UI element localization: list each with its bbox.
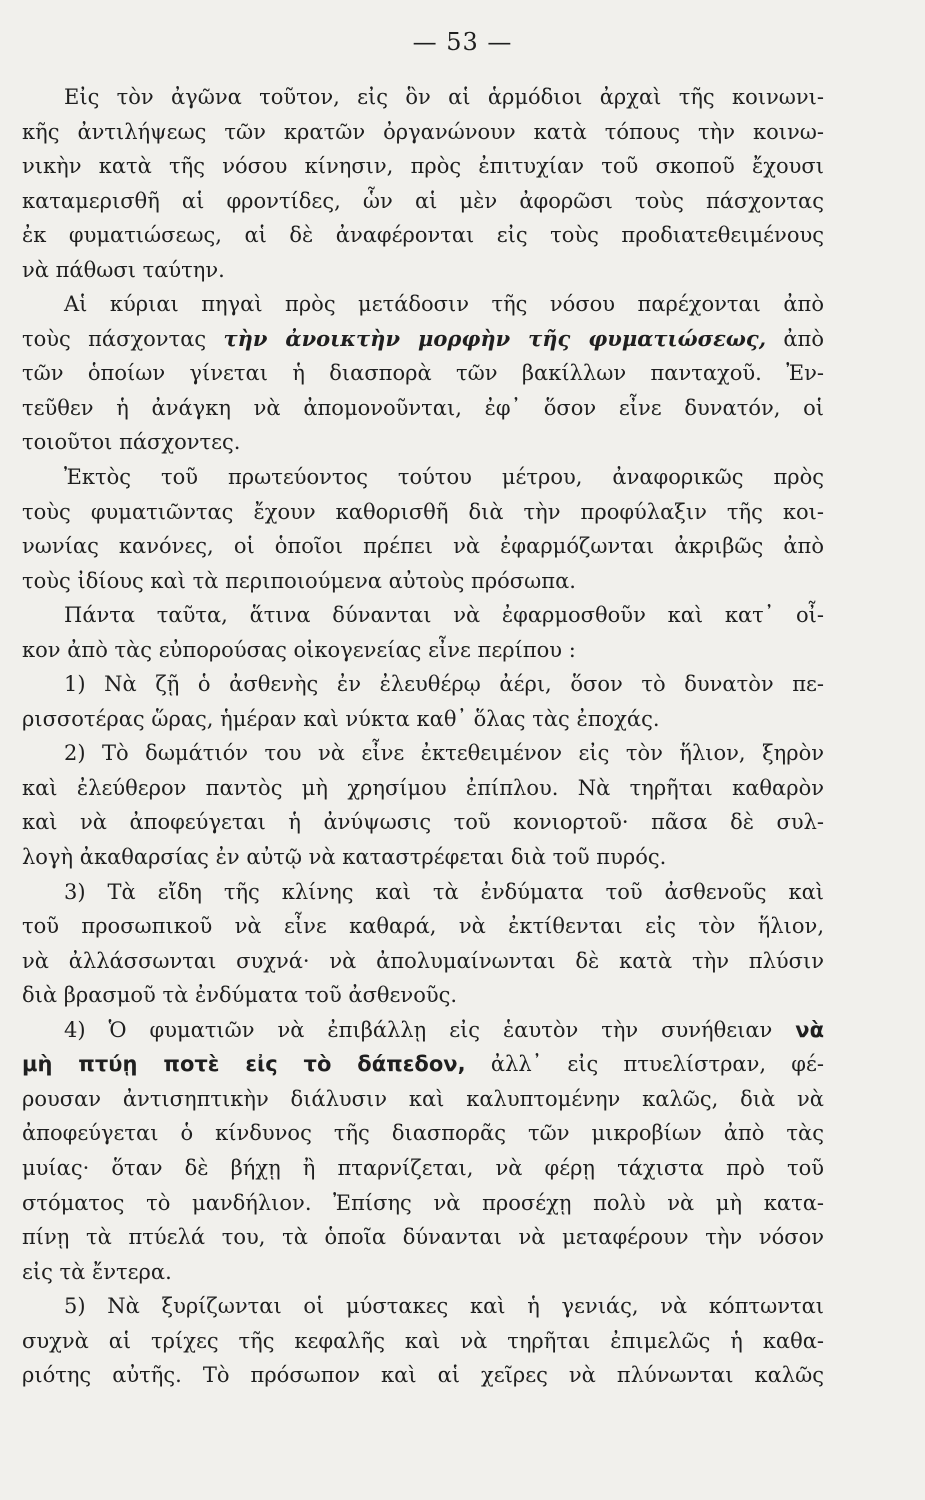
- text-line: νὰ πάθωσι ταύτην.: [22, 257, 225, 282]
- text-line: καὶ νὰ ἀποφεύγεται ἡ ἀνύψωσις τοῦ κονιορτοῦ· πᾶσα δὲ συλ-: [22, 810, 824, 835]
- text-line: τοὺς ἰδίους καὶ τὰ περιποιούμενα αὐτοὺς πρόσωπα.: [22, 568, 576, 593]
- text-line: νὰ ἀλλάσσωνται συχνά· νὰ ἀπολυμαίνωνται δὲ κατὰ τὴν πλύσιν: [22, 948, 824, 973]
- text-line: ἐκ φυματιώσεως, αἱ δὲ ἀναφέρονται εἰς τοὺς προδιατεθειμένους: [22, 223, 824, 248]
- text-line: τοιοῦτοι πάσχοντες.: [22, 430, 241, 455]
- body-text: [22, 80, 824, 1393]
- text-run: τοὺς πάσχοντας: [22, 326, 224, 351]
- text-line: συχνὰ αἱ τρίχες τῆς κεφαλῆς καὶ νὰ τηρῆται ἐπιμελῶς ἡ καθα-: [22, 1328, 824, 1353]
- text-line: 3) Τὰ εἴδη τῆς κλίνης καὶ τὰ ἐνδύματα τοῦ ἀσθενοῦς καὶ: [64, 879, 824, 904]
- text-line: τῶν ὁποίων γίνεται ἡ διασπορὰ τῶν βακίλλων πανταχοῦ. Ἐν-: [22, 361, 824, 386]
- text-line: ἀποφεύγεται ὁ κίνδυνος τῆς διασπορᾶς τῶν μικροβίων ἀπὸ τὰς: [22, 1121, 824, 1146]
- text-line: ρισσοτέρας ὥρας, ἡμέραν καὶ νύκτα καθ᾽ ὅλας τὰς ἐποχάς.: [22, 706, 660, 731]
- text-line: [22, 1013, 824, 1048]
- text-line: καὶ ἐλεύθερον παντὸς μὴ χρησίμου ἐπίπλου. Νὰ τηρῆται καθαρὸν: [22, 775, 824, 800]
- text-line: Πάντα ταῦτα, ἅτινα δύνανται νὰ ἐφαρμοσθοῦν καὶ κατ᾽ οἶ-: [64, 603, 824, 628]
- text-line: ρουσαν ἀντισηπτικὴν διάλυσιν καὶ καλυπτομένην καλῶς, διὰ νὰ: [22, 1086, 824, 1111]
- text-line: στόματος τὸ μανδήλιον. Ἐπίσης νὰ προσέχῃ πολὺ νὰ μὴ κατα-: [22, 1190, 824, 1215]
- text-line: Αἱ κύριαι πηγαὶ πρὸς μετάδοσιν τῆς νόσου παρέχονται ἀπὸ: [64, 292, 824, 317]
- text-line: νωνίας κανόνες, οἱ ὁποῖοι πρέπει νὰ ἐφαρμόζωνται ἀκριβῶς ἀπὸ: [22, 534, 824, 559]
- emphasized-phrase: μὴ πτύῃ ποτὲ εἰς τὸ δάπεδον,: [22, 1052, 466, 1077]
- text-line: διὰ βρασμοῦ τὰ ἐνδύματα τοῦ ἀσθενοῦς.: [22, 983, 458, 1008]
- page-number: — 53 —: [412, 28, 513, 56]
- text-line: μυίας· ὅταν δὲ βήχῃ ἢ πταρνίζεται, νὰ φέρῃ τάχιστα πρὸ τοῦ: [22, 1155, 824, 1180]
- text-line: πίνῃ τὰ πτύελά του, τὰ ὁποῖα δύνανται νὰ μεταφέρουν τὴν νόσον: [22, 1225, 824, 1250]
- text-line: 2) Τὸ δωμάτιόν του νὰ εἶνε ἐκτεθειμένον εἰς τὸν ἥλιον, ξηρὸν: [64, 741, 824, 766]
- text-run: ἀπὸ: [766, 326, 824, 351]
- text-line: εἰς τὰ ἔντερα.: [22, 1259, 172, 1284]
- emphasized-phrase: τὴν ἀνοικτὴν μορφὴν τῆς φυματιώσεως,: [223, 325, 767, 351]
- text-line: 1) Νὰ ζῇ ὁ ἀσθενὴς ἐν ἐλευθέρῳ ἀέρι, ὅσον τὸ δυνατὸν πε-: [64, 672, 824, 697]
- text-run: 4) Ὁ φυματιῶν νὰ ἐπιβάλλῃ εἰς ἑαυτὸν τὴν συνήθειαν: [64, 1017, 796, 1042]
- text-line: [22, 322, 824, 357]
- text-line: Εἰς τὸν ἀγῶνα τοῦτον, εἰς ὃν αἱ ἁρμόδιοι ἀρχαὶ τῆς κοινωνι-: [64, 85, 824, 109]
- text-line: τεῦθεν ἡ ἀνάγκη νὰ ἀπομονοῦνται, ἐφ᾽ ὅσον εἶνε δυνατόν, οἱ: [22, 395, 824, 420]
- text-line: [22, 1047, 824, 1082]
- text-line: Ἐκτὸς τοῦ πρωτεύοντος τούτου μέτρου, ἀναφορικῶς πρὸς: [64, 465, 824, 490]
- emphasized-phrase: νὰ: [795, 1017, 824, 1042]
- text-line: ριότης αὐτῆς. Τὸ πρόσωπον καὶ αἱ χεῖρες νὰ πλύνωνται καλῶς: [22, 1363, 824, 1388]
- text-line: λογὴ ἀκαθαρσίας ἐν αὐτῷ νὰ καταστρέφεται διὰ τοῦ πυρός.: [22, 845, 667, 870]
- text-line: κον ἀπὸ τὰς εὐπορούσας οἰκογενείας εἶνε περίπου :: [22, 637, 576, 662]
- text-line: κῆς ἀντιλήψεως τῶν κρατῶν ὀργανώνουν κατὰ τόπους τὴν κοινω-: [22, 119, 824, 144]
- text-line: τοῦ προσωπικοῦ νὰ εἶνε καθαρά, νὰ ἐκτίθενται εἰς τὸν ἥλιον,: [22, 914, 824, 939]
- text-line: τοὺς φυματιῶντας ἔχουν καθορισθῆ διὰ τὴν προφύλαξιν τῆς κοι-: [22, 499, 824, 524]
- text-line: 5) Νὰ ξυρίζωνται οἱ μύστακες καὶ ἡ γενιάς, νὰ κόπτωνται: [64, 1294, 824, 1319]
- text-run: ἀλλ᾽ εἰς πτυελίστραν, φέ-: [465, 1052, 824, 1077]
- text-line: καταμερισθῆ αἱ φροντίδες, ὧν αἱ μὲν ἀφορῶσι τοὺς πάσχοντας: [22, 188, 824, 213]
- text-line: νικὴν κατὰ τῆς νόσου κίνησιν, πρὸς ἐπιτυχίαν τοῦ σκοποῦ ἔχουσι: [22, 154, 824, 179]
